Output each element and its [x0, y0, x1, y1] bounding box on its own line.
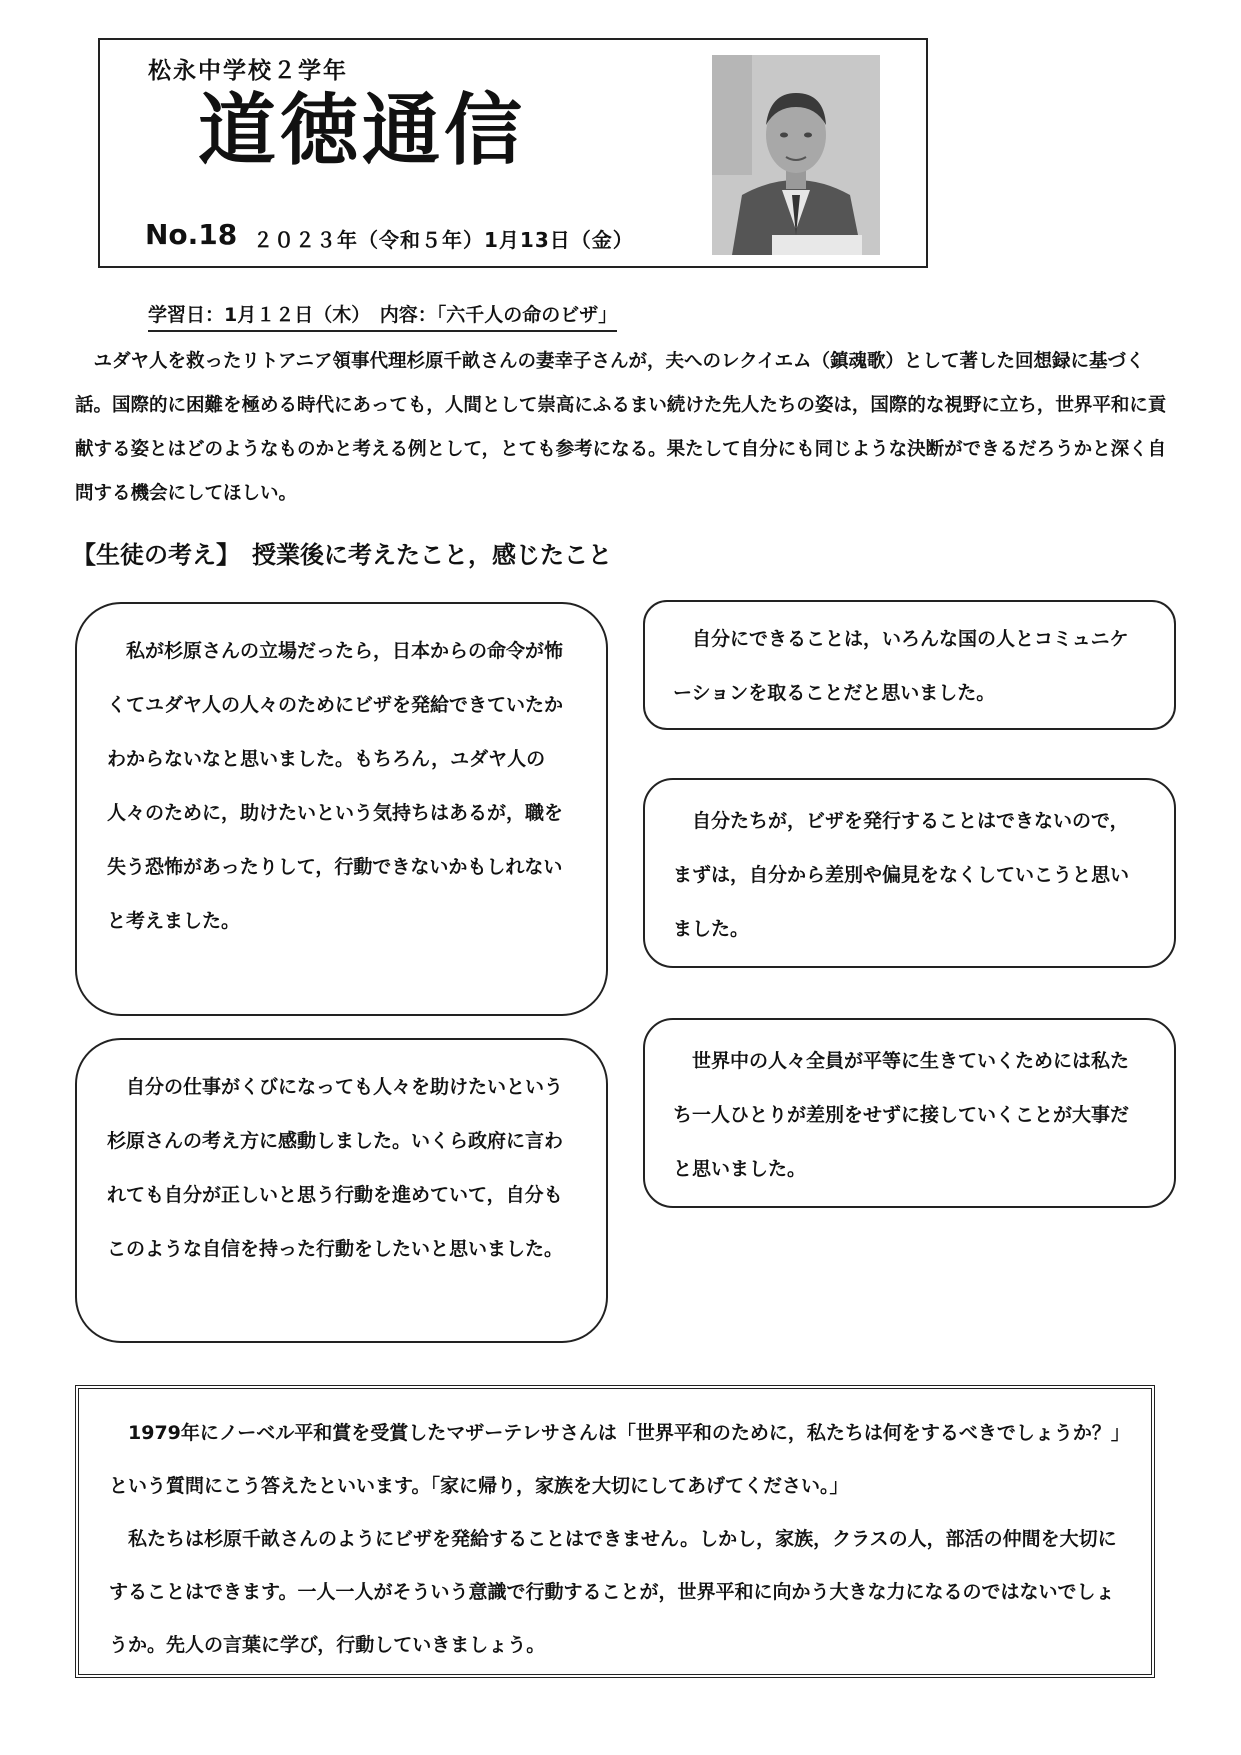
issue-number: No.18 [145, 218, 238, 251]
school-name: 松永中学校２学年 [148, 58, 348, 84]
student-opinion-box [643, 778, 1176, 968]
student-opinion-box [75, 1038, 608, 1343]
student-opinion-box [643, 600, 1176, 730]
closing-paragraph: 1979年にノーベル平和賞を受賞したマザーテレサさんは「世界平和のために，私たちは何をするべきでしょうか？」という質問にこう答えたといいます。「家に帰り，家族を大切にしてあげてください。」 [109, 1422, 1121, 1497]
student-opinion-text: 私が杉原さんの立場だったら，日本からの命令が怖くてユダヤ人の人々のためにビザを発給できていたかわからないなと思いました。もちろん，ユダヤ人の人々のために，助けたいという気持ちはあるが，職を失う恐怖があったりして，行動できないかもしれないと考えました。 [107, 640, 564, 932]
portrait-illustration [712, 55, 880, 255]
issue-date: ２０２３年（令和５年）1月13日（金） [253, 228, 634, 252]
student-opinion-text: 自分にできることは，いろんな国の人とコミュニケーションを取ることだと思いました。 [673, 628, 1129, 704]
student-opinion-text: 自分たちが，ビザを発行することはできないので，まずは，自分から差別や偏見をなくしていこうと思いました。 [673, 810, 1130, 940]
closing-message-box [75, 1385, 1155, 1678]
student-opinion-box [643, 1018, 1176, 1208]
portrait-photo [712, 55, 880, 255]
student-opinion-box [75, 602, 608, 1016]
closing-paragraph: 私たちは杉原千畝さんのようにビザを発給することはできません。しかし，家族，クラスの人，部活の仲間を大切にすることはできます。一人一人がそういう意識で行動することが，世界平和に向かう大きな力になるのではないでしょうか。先人の言葉に学び，行動していきましょう。 [109, 1528, 1117, 1656]
section-heading: 【生徒の考え】 授業後に考えたこと，感じたこと [72, 541, 612, 569]
student-opinion-text: 自分の仕事がくびになっても人々を助けたいという杉原さんの考え方に感動しました。いくら政府に言われても自分が正しいと思う行動を進めていて，自分もこのような自信を持った行動をしたいと思いました。 [107, 1076, 564, 1260]
newsletter-title: 道徳通信 [198, 86, 527, 176]
student-opinion-text: 世界中の人々全員が平等に生きていくためには私たち一人ひとりが差別をせずに接していくことが大事だと思いました。 [673, 1050, 1130, 1180]
lesson-info: 学習日：1月１２日（木） 内容：「六千人の命のビザ」 [148, 300, 617, 332]
intro-paragraph: ユダヤ人を救ったリトアニア領事代理杉原千畝さんの妻幸子さんが，夫へのレクイエム（鎮魂歌）として著した回想録に基づく話。国際的に困難を極める時代にあっても，人間として崇高にふるまい続けた先人たちの姿は，国際的な視野に立ち，世界平和に貢献する姿とはどのようなものかと考える例として，とても参考になる。果たして自分にも同じような決断ができるだろうかと深く自問する機会にしてほしい。 [75, 351, 1167, 504]
